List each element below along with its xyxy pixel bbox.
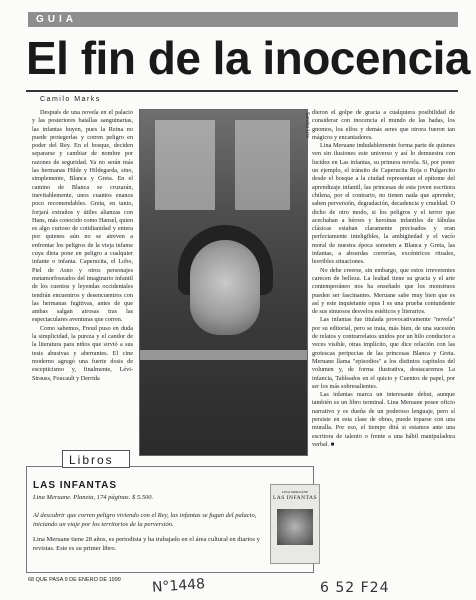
section-bar xyxy=(28,12,458,27)
paragraph: Después de una novela en el palacio y las posteriores batallas sanguinarias, las infantas huyen, pues la Reina no puede protegerlas y corren peligro en poder del Rey. En el bosque, deciden separarse y cambiar de nombre por razones de seguridad. Ya no serán más las hermanas Hilde y Hildegarda, sino, simplemente, Blanca y Greta. En el camino de Blanca se cruzarán, inevitablemente, unos cuantos enanos poco recomendables. Greta, en tanto, forjará extraños y útiles alianzas con Hans, más conocido como Hansel, quien es algo curioso de cotidianidad y entera por quienes aún no se atreven a enfrentar los peligros de la vieja infame cuya dieta pone en peligro a cualquier infante o infanta. Caperucita, el Lobo, Piel de Asno y otros personajes metamorfoseados del imaginario infantil de los cuentos y leyendas occidentales tendrán encuentros y desencuentros con las hermanas fugitivas, antes de que ambas salgan airosas tras las espectaculares aventuras que corren. xyxy=(32,109,133,324)
author-photo xyxy=(139,109,308,456)
book-cover-title: LAS INFANTAS xyxy=(272,495,318,501)
byline: Camilo Marks xyxy=(40,96,101,103)
book-cover xyxy=(270,484,320,564)
paragraph-text: Las infantas marca un interesante debut, aunque también es un libro terminal. Lina Meruane posee oficio narrativo y es dueña de un poderoso lenguaje, pero sí persiste en esta clase de obras, puede toparse con una muralla. Por eso, el tiempo dirá si estamos ante una escritora de talento o frente a una hábil manipuladora verbal. xyxy=(312,391,455,448)
paragraph: Como sabemos, Freud puso en duda la simplicidad, la pureza y el candor de la literatura para niños que sirvió a sus tesis abusivas y aberrantes. El cine moderno agregó una fuerte dosis de escepticismo y, finalmente, Lévi-Strauss, Foucault y Derrida xyxy=(32,324,133,382)
book-title: LAS INFANTAS xyxy=(33,480,118,491)
headline: El fin de la inocencia xyxy=(26,32,471,84)
paragraph: Lina Meruane indudablemente forma parte de quienes ven sin ilusiones este universo y así lo demuestra con lucidez en Las infantas, su primera novela. Si, por poner un ejemplo, el tránsito de Caperucita Roja o Pulgarcito desde el bosque a la ciudad representan el epítome del aprendizaje infantil, las princesas de esta joven escritora chilena, por el contrario, no tienen nada que aprender, saben perversión, degradación, decadencia y crueldad. O dicho de otro modo, si los peligros y el terror que acechaban a héroes y heroínas infantiles de fábulas clásicas estaban claramente precisados y eran perfectamente inteligibles, la ambigüedad y el vacío moral de nuestra época someten a Blanca y Greta, las infantas, a absurdas correrías, excéntricos rituales, horribles situaciones. xyxy=(312,142,455,266)
paragraph xyxy=(312,391,455,449)
author-bio: Lina Meruane tiene 28 años, es periodista y ha trabajado en el área cultural en diarios y revistas. Este es su primer libro. xyxy=(33,536,260,552)
paragraph: Las infantas fue titulada provocativamente "novela" por su editorial, pero se trata, más bien, de una sucesión de relatos y contrarrelatos unidos por un hilo conductor a veces visible, otras implícito, que dice relación con las grotescas peripecias de las princesas Blanca y Greta. Meruane llama "episodios" a los distintos capítulos del volumen y, de forma ilustrativa, destacaremos La infancia, Tableados en el quicio y Cuentos de papel, por ser los más sobresalientes. xyxy=(312,316,455,390)
paragraph: dieron el golpe de gracia a cualquiera posibilidad de considerar con inocencia el mundo de las hadas, los gnomos, los elfos y demás seres que otrora fueron tan mágicos y encantadores. xyxy=(312,109,455,141)
headline-rule xyxy=(26,90,458,92)
paragraph: No debe creerse, sin embargo, que estos irreverentes carecen de belleza. La lealtad tiene su gracia y el arte contemporáneo nos ha enseñado que los monstruos pueden ser fascinantes. Meruane sabe muy bien que es así y este inquietante opus I es una prueba contundente de sus sinuosos desvelos estéticos y literarios. xyxy=(312,266,455,316)
photo-railing xyxy=(140,350,307,360)
page-footer: 68 QUE PASA 9 DE ENERO DE 1999 xyxy=(28,577,121,583)
handwritten-number: N°1448 xyxy=(151,576,206,596)
book-cover-author: LINA MERUANE xyxy=(281,490,309,494)
book-summary: Al descubrir que corren peligro viviendo con el Rey, las infantas se fugan del palacio, iniciando un viaje por los territorios de la perversión. xyxy=(33,512,257,528)
books-tab: Libros xyxy=(62,450,130,468)
end-mark-icon: ■ xyxy=(330,441,335,448)
handwritten-code: 6 52 F24 xyxy=(320,580,390,596)
article-column-1 xyxy=(32,109,133,419)
photo-window xyxy=(155,120,215,210)
photo-credit: Sandra Lira xyxy=(304,112,310,138)
section-label: GUIA xyxy=(36,14,77,25)
photo-face xyxy=(190,240,260,335)
article-column-3 xyxy=(312,109,455,579)
book-cover-image xyxy=(277,509,313,545)
book-details: Lina Meruane. Planeta, 174 páginas. $ 5.500. xyxy=(33,494,154,501)
photo-window xyxy=(235,120,290,210)
